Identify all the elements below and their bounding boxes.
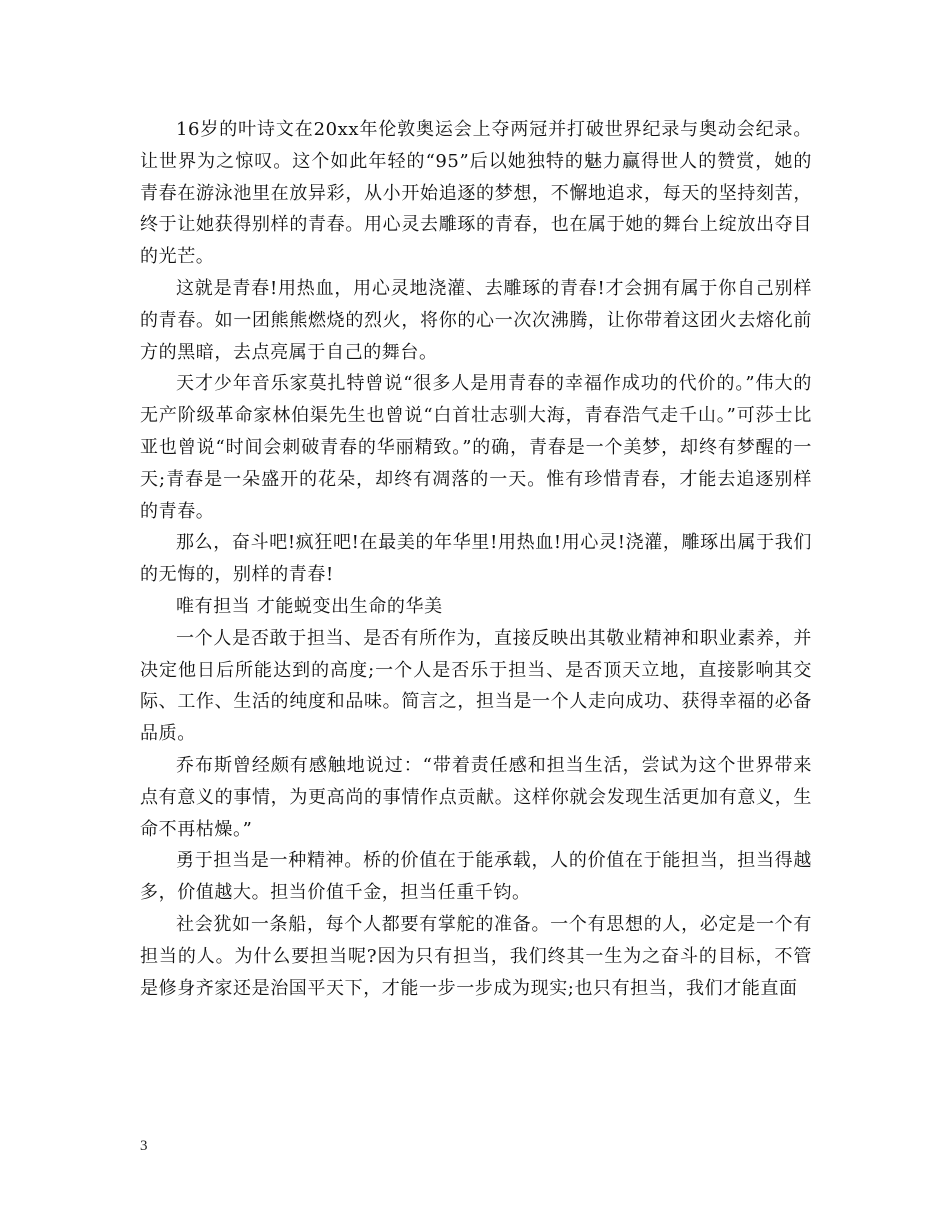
- paragraph-spirit: 勇于担当是一种精神。桥的价值在于能承载，人的价值在于能担当，担当得越多，价值越大。担当价值千金，担当任重千钧。: [140, 850, 812, 904]
- paragraph-ye-shiwen: 16岁的叶诗文在20xx年伦敦奥运会上夺两冠并打破世界纪录与奥动会纪录。让世界为之惊叹。这个如此年轻的“95”后以她独特的魅力赢得世人的赞赏，她的青春在游泳池里在放异彩，从小开始追逐的梦想，不懈地追求，每天的坚持刻苦，终于让她获得别样的青春。用心灵去雕琢的青春，也在属于她的舞台上绽放出夺目的光芒。: [140, 119, 812, 268]
- paragraph-quotes: 天才少年音乐家莫扎特曾说“很多人是用青春的幸福作成功的代价的。”伟大的无产阶级革命家林伯渠先生也曾说“白首壮志驯大海，青春浩气走千山。”可莎士比亚也曾说“时间会刺破青春的华丽精致。”的确，青春是一个美梦，却终有梦醒的一天;青春是一朵盛开的花朵，却终有凋落的一天。惟有珍惜青春，才能去追逐别样的青春。: [140, 373, 812, 522]
- paragraph-strive: 那么，奋斗吧!疯狂吧!在最美的年华里!用热血!用心灵!浇灌，雕琢出属于我们的无悔的，别样的青春!: [140, 532, 812, 586]
- paragraph-responsibility: 一个人是否敢于担当、是否有所作为，直接反映出其敬业精神和职业素养，并决定他日后所能达到的高度;一个人是否乐于担当、是否顶天立地，直接影响其交际、工作、生活的纯度和品味。简言之，担当是一个人走向成功、获得幸福的必备品质。: [140, 627, 812, 745]
- page-number: 3: [140, 1138, 148, 1154]
- paragraph-youth: 这就是青春!用热血，用心灵地浇灌、去雕琢的青春!才会拥有属于你自己别样的青春。如一团熊熊燃烧的烈火，将你的心一次次沸腾，让你带着这团火去熔化前方的黑暗，去点亮属于自己的舞台。: [140, 277, 812, 363]
- paragraph-jobs-quote: 乔布斯曾经颇有感触地说过：“带着责任感和担当生活，尝试为这个世界带来点有意义的事情，为更高尚的事情作点贡献。这样你就会发现生活更加有意义，生命不再枯燥。”: [140, 754, 812, 840]
- document-body: [140, 114, 812, 1004]
- paragraph-society: 社会犹如一条船，每个人都要有掌舵的准备。一个有思想的人，必定是一个有担当的人。为什么要担当呢?因为只有担当，我们终其一生为之奋斗的目标，不管是修身齐家还是治国平天下，才能一步一步成为现实;也只有担当，我们才能直面: [140, 913, 812, 999]
- section-heading: 唯有担当 才能蜕变出生命的华美: [176, 595, 443, 617]
